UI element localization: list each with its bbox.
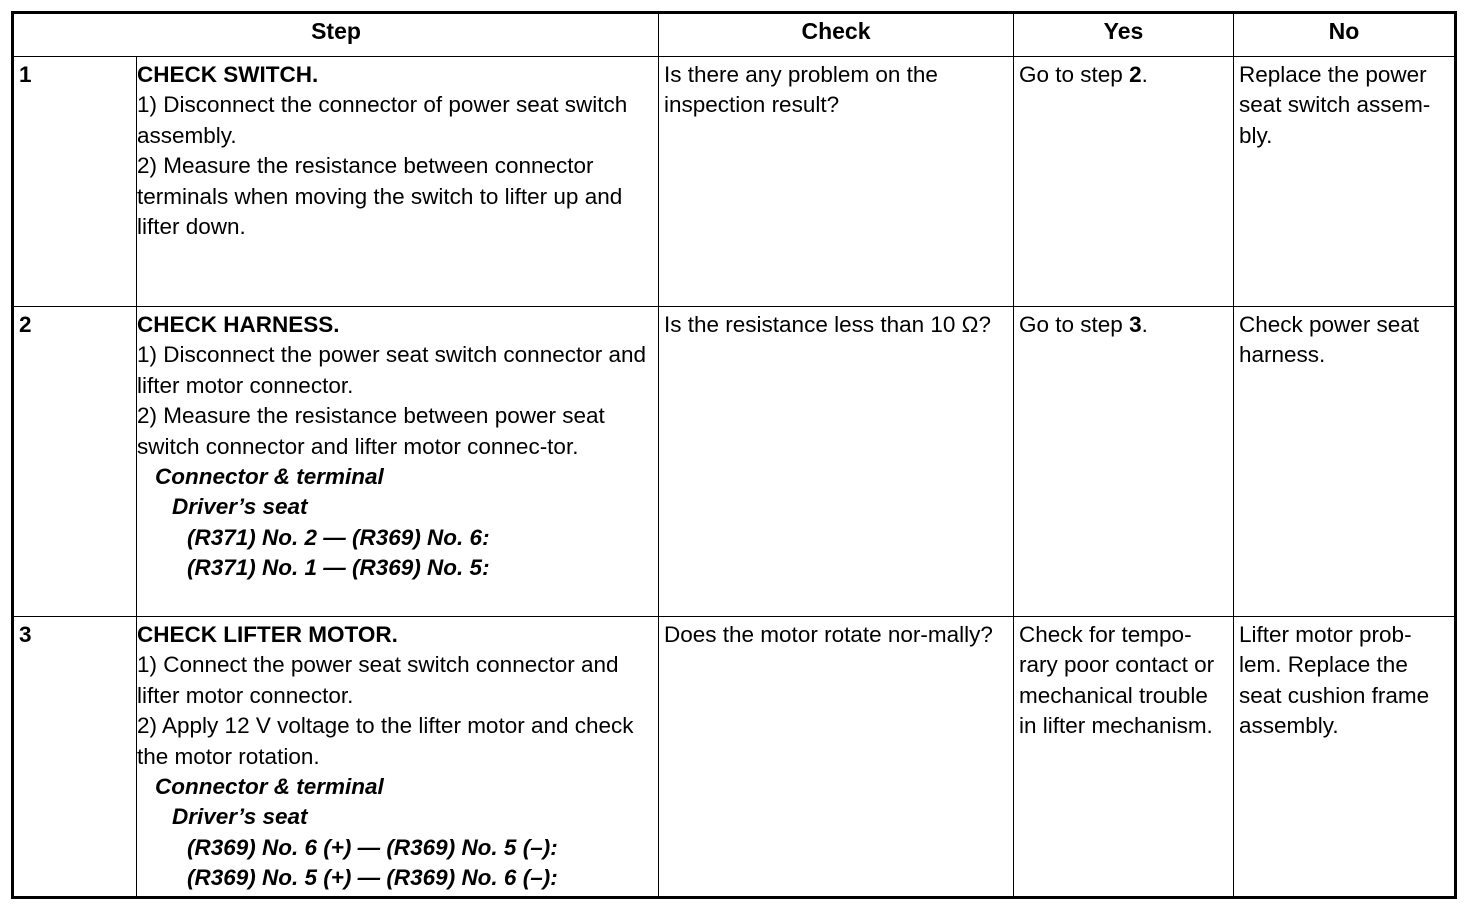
table-row [13,307,1456,617]
step-number: 2 [13,307,137,617]
table-row [13,617,1456,898]
connector-label: Connector & terminal [155,774,384,800]
yes-prefix: Go to step [1019,312,1130,337]
step-title: CHECK SWITCH. [137,62,319,87]
no-cell: Replace the power seat switch assem-bly. [1234,57,1456,307]
step-description [137,617,659,898]
yes-suffix: . [1141,312,1148,337]
terminal-pair: (R369) No. 5 (+) — (R369) No. 6 (–): [187,865,558,891]
header-step: Step [13,13,659,57]
diagnosis-table [11,11,1457,899]
step-instruction: 1) Connect the power seat switch connector and lifter motor connector. [137,652,619,708]
terminal-pair: (R371) No. 1 — (R369) No. 5: [187,555,490,581]
step-number: 1 [13,57,137,307]
yes-step-ref: 2 [1129,62,1142,87]
no-cell: Lifter motor prob-lem. Replace the seat cushion frame assembly. [1234,617,1456,898]
terminal-pair: (R371) No. 2 — (R369) No. 6: [187,524,490,550]
step-title: CHECK LIFTER MOTOR. [137,622,398,647]
no-cell: Check power seat harness. [1234,307,1456,617]
step-description [137,57,659,307]
check-cell: Does the motor rotate nor-mally? [659,617,1014,898]
connector-label: Connector & terminal [155,464,384,490]
check-cell: Is there any problem on the inspection result? [659,57,1014,307]
yes-cell: Check for tempo-rary poor contact or mechanical trouble in lifter mechanism. [1014,617,1234,898]
step-number: 3 [13,617,137,898]
yes-cell [1014,307,1234,617]
seat-label: Driver’s seat [172,804,308,830]
header-yes: Yes [1014,13,1234,57]
yes-step-ref: 3 [1129,312,1142,337]
step-instruction: 2) Apply 12 V voltage to the lifter motor and check the motor rotation. [137,713,634,769]
yes-prefix: Go to step [1019,62,1130,87]
step-instruction: 2) Measure the resistance between connector terminals when moving the switch to lifter up and lifter down. [137,153,623,240]
check-cell: Is the resistance less than 10 Ω? [659,307,1014,617]
step-instruction: 2) Measure the resistance between power seat switch connector and lifter motor connec-tor. [137,403,605,459]
step-instruction: 1) Disconnect the connector of power seat switch assembly. [137,92,628,148]
yes-cell [1014,57,1234,307]
terminal-pair: (R369) No. 6 (+) — (R369) No. 5 (–): [187,834,558,860]
header-check: Check [659,13,1014,57]
yes-suffix: . [1141,62,1148,87]
table-row [13,57,1456,307]
step-instruction: 1) Disconnect the power seat switch connector and lifter motor connector. [137,342,647,398]
step-description [137,307,659,617]
header-no: No [1234,13,1456,57]
header-row [13,13,1456,57]
step-title: CHECK HARNESS. [137,312,340,337]
seat-label: Driver’s seat [172,494,308,520]
